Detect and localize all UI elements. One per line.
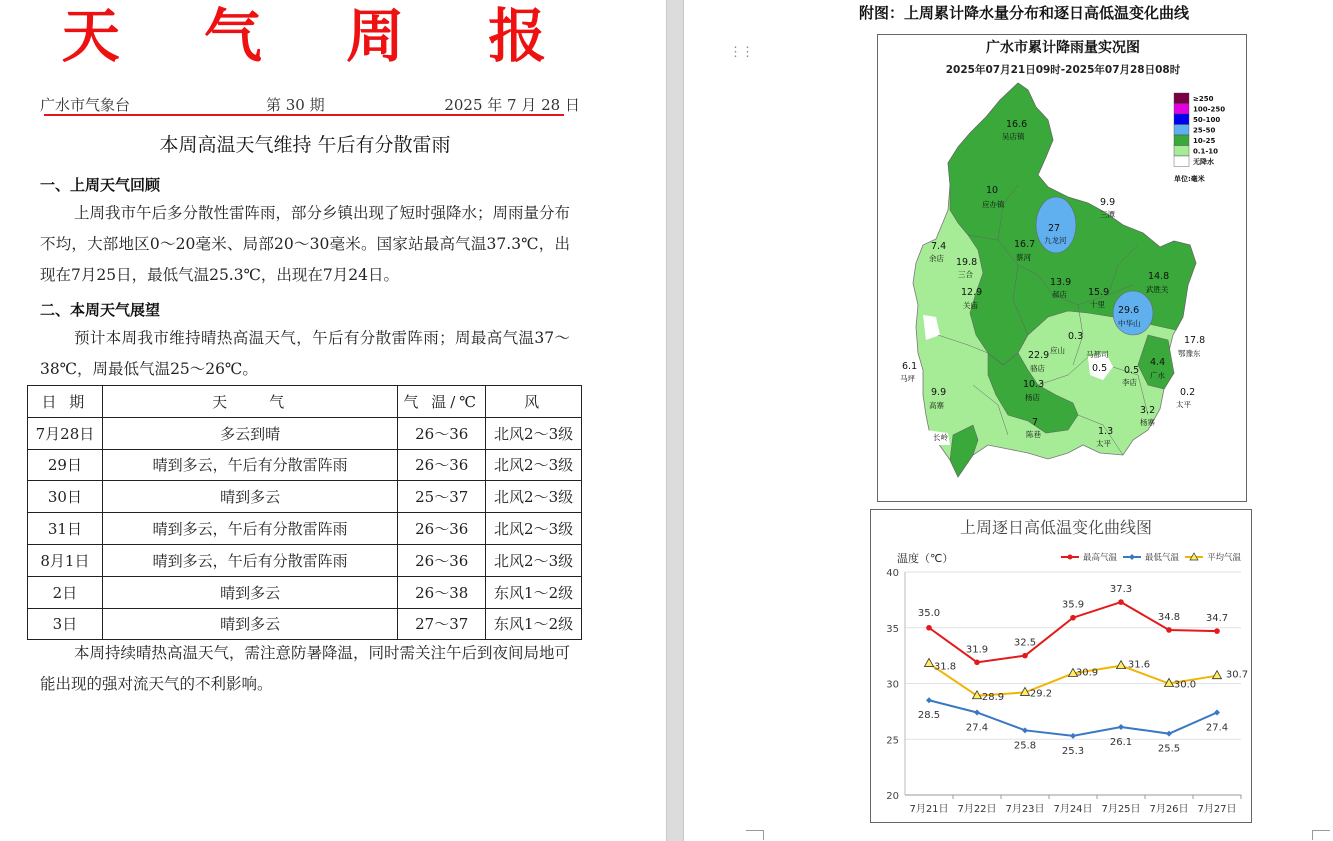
cell-date: 7月28日 (28, 417, 103, 449)
cell-wind: 东风1～2级 (486, 608, 582, 640)
section-outlook-title: 二、本周天气展望 (40, 301, 161, 319)
header-weather: 天 气 (102, 386, 397, 418)
svg-text:9.9: 9.9 (931, 387, 947, 398)
svg-text:22.9: 22.9 (1028, 350, 1050, 361)
svg-text:0.3: 0.3 (1068, 331, 1084, 342)
cell-weather: 晴到多云，午后有分散雷阵雨 (102, 449, 397, 481)
data-point (1070, 733, 1076, 739)
page-corner-mark (746, 830, 764, 840)
cell-temp: 26～36 (398, 449, 486, 481)
appendix-title: 附图：上周累计降水量分布和逐日高低温变化曲线 (859, 4, 1190, 22)
legend-swatch (1174, 146, 1189, 157)
cell-wind: 北风2～3级 (486, 417, 582, 449)
data-label: 31.8 (933, 661, 957, 673)
cell-temp: 25～37 (398, 481, 486, 513)
cell-wind: 北风2～3级 (486, 513, 582, 545)
x-tick-label: 7月24日 (1053, 804, 1093, 815)
svg-text:应办镇: 应办镇 (982, 200, 1005, 209)
page-corner-mark (1312, 830, 1330, 840)
station-label (900, 361, 917, 383)
svg-text:0.2: 0.2 (1180, 387, 1196, 398)
svg-text:6.1: 6.1 (902, 361, 918, 372)
svg-text:17.8: 17.8 (1184, 335, 1206, 346)
cell-temp: 26～36 (398, 513, 486, 545)
svg-text:武胜关: 武胜关 (1146, 285, 1169, 294)
agency-name: 广水市气象台 (40, 96, 131, 114)
y-tick-label: 35 (886, 623, 899, 635)
svg-text:太平: 太平 (1176, 400, 1191, 409)
cell-weather: 晴到多云，午后有分散雷阵雨 (102, 544, 397, 576)
data-label: 34.8 (1157, 611, 1181, 623)
y-tick-label: 20 (886, 791, 899, 802)
chart-series (918, 584, 1248, 757)
y-tick-label: 25 (886, 735, 899, 747)
data-point (1022, 727, 1028, 733)
issue-date: 2025 年 7 月 28 日 (444, 96, 580, 114)
data-label: 31.9 (965, 644, 989, 656)
data-label: 37.3 (1109, 584, 1133, 596)
svg-text:16.7: 16.7 (1014, 239, 1036, 250)
svg-text:杨寨: 杨寨 (1140, 418, 1155, 427)
data-point (1118, 724, 1124, 730)
svg-text:骆店: 骆店 (1030, 364, 1045, 373)
cell-date: 30日 (28, 481, 103, 513)
cell-wind: 北风2～3级 (486, 544, 582, 576)
svg-text:蔡河: 蔡河 (1016, 253, 1031, 262)
forecast-table (27, 385, 582, 640)
data-label: 35.9 (1061, 599, 1085, 611)
data-point (925, 658, 934, 666)
data-label: 32.5 (1013, 637, 1037, 649)
svg-text:10.3: 10.3 (1023, 379, 1045, 390)
data-label: 25.3 (1061, 745, 1085, 757)
svg-text:0.5: 0.5 (1092, 363, 1108, 374)
x-tick-label: 7月22日 (957, 804, 997, 815)
data-point (974, 660, 980, 666)
station-label (1100, 197, 1116, 219)
table-row (28, 576, 582, 608)
legend-swatch (1174, 104, 1189, 115)
svg-text:7: 7 (1032, 417, 1039, 428)
legend-unit: 单位:毫米 (1174, 175, 1205, 183)
cell-weather: 晴到多云 (102, 481, 397, 513)
cell-wind: 北风2～3级 (486, 449, 582, 481)
data-point (1070, 615, 1076, 621)
table-row (28, 449, 582, 481)
svg-text:马都司: 马都司 (1086, 350, 1109, 359)
cell-temp: 27～37 (398, 608, 486, 640)
header-date: 日 期 (28, 386, 103, 418)
y-tick-label: 40 (886, 568, 899, 579)
svg-text:7.4: 7.4 (931, 241, 947, 252)
data-point (974, 709, 980, 715)
svg-text:余店: 余店 (929, 254, 944, 263)
table-row (28, 544, 582, 576)
data-point (1214, 628, 1220, 634)
cell-weather: 多云到晴 (102, 417, 397, 449)
data-point (1117, 661, 1126, 669)
x-tick-label: 7月21日 (909, 804, 949, 815)
cell-weather: 晴到多云 (102, 608, 397, 640)
svg-text:15.9: 15.9 (1088, 287, 1110, 298)
svg-text:马坪: 马坪 (900, 374, 915, 383)
svg-text:27: 27 (1048, 223, 1061, 234)
issue-line (40, 94, 580, 112)
table-row (28, 513, 582, 545)
precip-map (877, 34, 1247, 502)
legend-label: 50-100 (1193, 116, 1221, 124)
data-point (1118, 599, 1124, 605)
svg-text:吴店镇: 吴店镇 (1002, 132, 1025, 141)
legend-swatch (1174, 93, 1189, 104)
x-tick-label: 7月25日 (1101, 804, 1141, 815)
svg-text:14.8: 14.8 (1148, 271, 1170, 282)
cell-temp: 26～36 (398, 544, 486, 576)
svg-text:三合: 三合 (958, 270, 973, 279)
header-divider (44, 114, 564, 116)
svg-text:长岭: 长岭 (933, 433, 948, 442)
legend-swatch (1174, 135, 1189, 146)
map-subtitle: 2025年07月21日09时-2025年07月28日08时 (945, 64, 1181, 76)
header-temp: 气 温/℃ (398, 386, 486, 418)
svg-text:0.5: 0.5 (1124, 365, 1140, 376)
legend-label: ≥250 (1193, 95, 1214, 103)
chart-ylabel: 温度（℃） (897, 552, 954, 565)
section-outlook-text: 预计本周我市维持晴热高温天气，午后有分散雷阵雨；周最高气温37～38℃，周最低气温25～26℃。 (40, 329, 570, 378)
data-label: 25.8 (1013, 740, 1037, 752)
legend-marker (1129, 554, 1135, 560)
svg-text:九龙河: 九龙河 (1044, 236, 1067, 245)
station-label (1178, 335, 1205, 358)
data-point (1022, 653, 1028, 659)
legend-label: 无降水 (1193, 158, 1214, 166)
data-label: 28.9 (981, 691, 1005, 703)
chart-title: 上周逐日高低温变化曲线图 (959, 518, 1153, 537)
x-tick-label: 7月23日 (1005, 804, 1045, 815)
svg-text:鄂豫东: 鄂豫东 (1178, 349, 1201, 358)
station-label (1176, 387, 1195, 409)
table-row (28, 481, 582, 513)
table-row (28, 608, 582, 640)
temperature-chart-svg (871, 510, 1253, 824)
legend-label: 100-250 (1193, 105, 1226, 114)
svg-text:广水: 广水 (1150, 371, 1165, 380)
data-label: 31.6 (1127, 659, 1151, 671)
issue-number: 第 30 期 (266, 96, 325, 114)
cell-date: 3日 (28, 608, 103, 640)
cell-wind: 东风1～2级 (486, 576, 582, 608)
legend-swatch (1174, 114, 1189, 125)
svg-text:应山: 应山 (1050, 346, 1065, 355)
svg-text:29.6: 29.6 (1118, 305, 1140, 316)
data-label: 30.0 (1173, 679, 1197, 691)
svg-text:1.3: 1.3 (1098, 426, 1114, 437)
svg-text:李店: 李店 (1122, 378, 1137, 387)
station-label (933, 432, 948, 442)
x-tick-label: 7月27日 (1197, 804, 1237, 815)
cell-date: 2日 (28, 576, 103, 608)
cell-wind: 北风2～3级 (486, 481, 582, 513)
data-label: 25.5 (1157, 743, 1181, 755)
y-tick-label: 30 (886, 679, 899, 691)
cell-date: 8月1日 (28, 544, 103, 576)
table-row (28, 417, 582, 449)
legend-marker (1068, 555, 1073, 560)
masthead-title: 天 气 周 报 (61, 2, 579, 70)
svg-text:19.8: 19.8 (956, 257, 978, 268)
section-review-text: 上周我市午后多分散性雷阵雨，部分乡镇出现了短时强降水；周雨量分布不均，大部地区0～20毫米、局部20～30毫米。国家站最高气温37.3℃，出现在7月25日，最低气温25.3℃，出现在7月24日。 (40, 204, 571, 284)
svg-text:10: 10 (986, 185, 999, 196)
data-label: 30.7 (1225, 669, 1249, 681)
svg-text:十里: 十里 (1090, 300, 1105, 309)
data-label: 28.5 (917, 710, 941, 722)
svg-text:13.9: 13.9 (1050, 277, 1072, 288)
precip-map-svg (878, 35, 1248, 503)
chart-legend (1061, 552, 1242, 563)
data-point (926, 697, 932, 703)
data-point (1214, 709, 1220, 715)
legend-label: 平均气温 (1207, 553, 1242, 563)
page-gutter (666, 0, 684, 841)
svg-text:3.2: 3.2 (1140, 405, 1156, 416)
legend-label: 10-25 (1193, 137, 1216, 145)
data-point (1166, 627, 1172, 633)
legend-label: 0.1-10 (1193, 147, 1219, 156)
data-point (926, 625, 932, 631)
svg-text:关庙: 关庙 (963, 301, 978, 310)
svg-text:12.9: 12.9 (961, 287, 983, 298)
data-label: 27.4 (1205, 722, 1229, 734)
right-page (684, 0, 1333, 841)
page-headline: 本周高温天气维持 午后有分散雷雨 (159, 134, 451, 156)
drag-handle-icon[interactable]: ⋮⋮ (729, 45, 753, 60)
svg-text:郝店: 郝店 (1052, 290, 1067, 299)
svg-text:三潭: 三潭 (1100, 210, 1115, 219)
data-point (1213, 671, 1222, 679)
svg-text:高寨: 高寨 (929, 401, 944, 410)
section-review-title: 一、上周天气回顾 (40, 176, 161, 194)
cell-temp: 26～38 (398, 576, 486, 608)
x-tick-label: 7月26日 (1149, 804, 1189, 815)
svg-text:杨店: 杨店 (1025, 393, 1040, 402)
temperature-chart (870, 509, 1252, 823)
data-label: 35.0 (917, 607, 941, 619)
table-header-row (28, 386, 582, 418)
legend-label: 最低气温 (1145, 553, 1180, 563)
cell-date: 31日 (28, 513, 103, 545)
closing-text: 本周持续晴热高温天气，需注意防暑降温，同时需关注午后到夜间局地可能出现的强对流天气的不利影响。 (40, 644, 571, 693)
svg-text:9.9: 9.9 (1100, 197, 1116, 208)
legend-label: 25-50 (1193, 126, 1216, 135)
header-wind: 风 (486, 386, 582, 418)
svg-text:中华山: 中华山 (1118, 319, 1141, 328)
map-legend (1174, 93, 1225, 183)
svg-text:16.6: 16.6 (1006, 119, 1028, 130)
data-label: 29.2 (1029, 688, 1053, 700)
data-label: 30.9 (1075, 667, 1099, 679)
data-label: 26.1 (1109, 736, 1133, 748)
map-title: 广水市累计降雨量实况图 (986, 40, 1140, 56)
cell-weather: 晴到多云 (102, 576, 397, 608)
data-label: 27.4 (965, 722, 989, 734)
legend-label: 最高气温 (1083, 553, 1118, 563)
svg-text:陈巷: 陈巷 (1026, 430, 1041, 439)
legend-swatch (1174, 125, 1189, 136)
cell-weather: 晴到多云，午后有分散雷阵雨 (102, 513, 397, 545)
svg-text:4.4: 4.4 (1150, 357, 1166, 368)
data-point (1166, 731, 1172, 737)
data-label: 34.7 (1205, 613, 1229, 625)
cell-temp: 26～36 (398, 417, 486, 449)
legend-swatch (1174, 156, 1189, 167)
cell-date: 29日 (28, 449, 103, 481)
svg-text:太平: 太平 (1096, 439, 1111, 448)
